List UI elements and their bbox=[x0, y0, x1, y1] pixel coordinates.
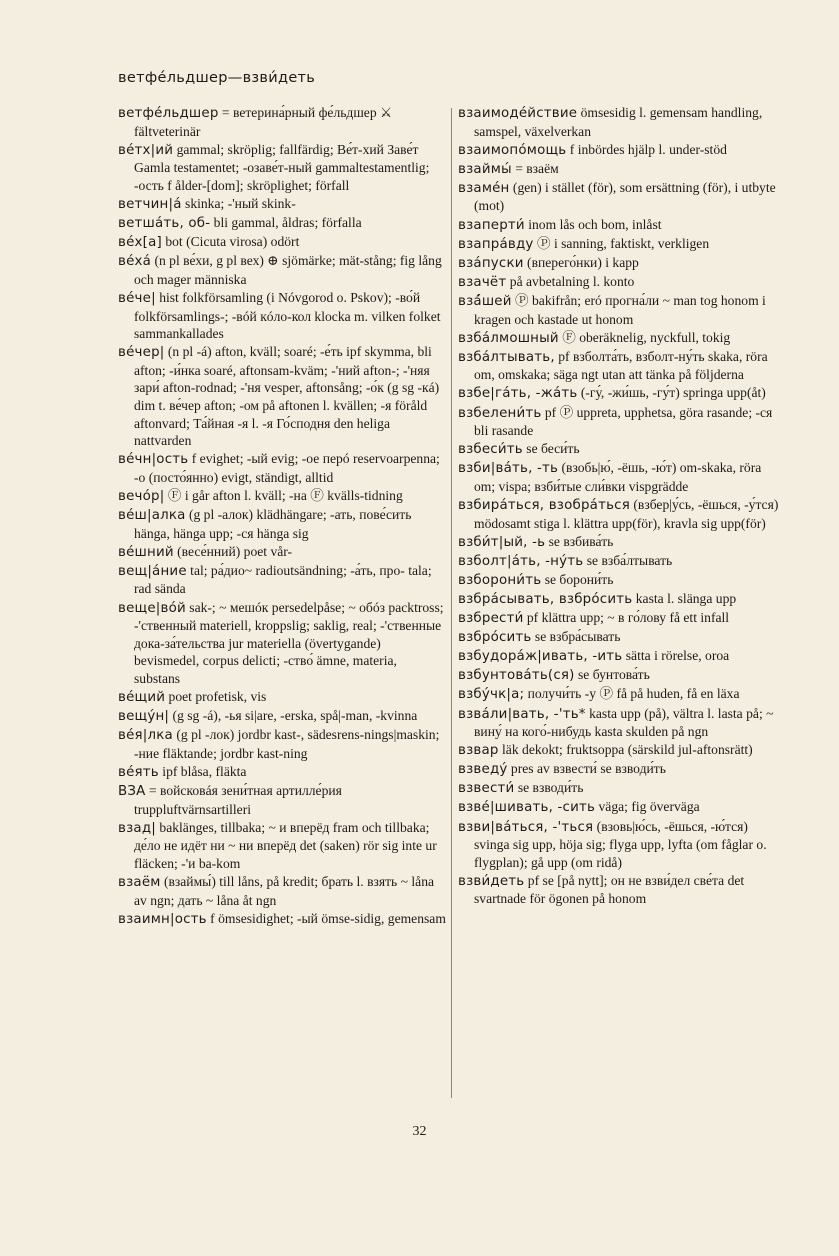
dictionary-entry bbox=[458, 872, 780, 908]
running-head: ветфе́льдшер—взви́деть bbox=[118, 70, 316, 86]
dictionary-entry bbox=[458, 571, 780, 590]
entry-headword: взапра́вду bbox=[458, 236, 534, 252]
entry-definition: se взбива́ть bbox=[545, 533, 614, 549]
entry-headword: взба́лтывать, bbox=[458, 349, 555, 365]
dictionary-entry bbox=[118, 141, 446, 195]
dictionary-entry bbox=[458, 254, 780, 273]
entry-definition: pf взболта́ть, взболт-ну́ть skaka, röra om, omskaka; säga ngt utan att tänka på följderna bbox=[474, 348, 768, 383]
entry-definition: sätta i rörelse, oroa bbox=[622, 648, 730, 664]
dictionary-entry bbox=[118, 506, 446, 542]
dictionary-entry bbox=[118, 450, 446, 486]
entry-headword: взбеси́ть bbox=[458, 442, 523, 458]
dictionary-entry bbox=[458, 496, 780, 532]
dictionary-entry bbox=[118, 104, 446, 140]
entry-headword: ве́х[а] bbox=[118, 235, 162, 251]
dictionary-entry bbox=[118, 343, 446, 450]
dictionary-entry bbox=[458, 685, 780, 704]
entry-headword: взбра́сывать, взбро́сить bbox=[458, 591, 633, 607]
entry-definition: (n pl -á) afton, kväll; soaré; -е́ть ipf skymma, bli afton; -и́нка soaré, aftonsam-kväm; -'ний afton-; -'няя зари́ afton-rodnad; -'ня vesper, aftonsång; -о́к (g sg -кá) dim t. ве́чер afton; -ом på aftonen l. kvällen; -я föråld aftonvard; Та́йная -я l. -я Го́сподня den heliga nattvarden bbox=[134, 344, 440, 449]
entry-definition: se бунтова́ть bbox=[574, 667, 650, 683]
entry-definition: получи́ть -у Ⓟ få på huden, få en läxa bbox=[524, 686, 740, 702]
entry-headword: взбудора́ж|ивать, -ить bbox=[458, 649, 623, 665]
right-column bbox=[458, 104, 780, 909]
dictionary-entry bbox=[118, 562, 446, 598]
dictionary-entry bbox=[118, 214, 446, 233]
entry-headword: взбе|га́ть, -жа́ть bbox=[458, 386, 578, 402]
dictionary-entry bbox=[118, 233, 446, 252]
dictionary-entry bbox=[118, 763, 446, 782]
entry-definition: kasta l. slänga upp bbox=[632, 590, 737, 606]
page-number: 32 bbox=[412, 1124, 427, 1139]
dictionary-entry bbox=[458, 292, 780, 328]
dictionary-entry bbox=[458, 141, 780, 160]
dictionary-entry bbox=[458, 384, 780, 403]
entry-definition: = ветерина́рный фе́льдшер ⚔ fältveterinär bbox=[134, 105, 393, 139]
entry-definition: f evighet; -ый evig; -ое перó reservoarpenna; -о (посто́янно) evigt, ständigt, alltid bbox=[134, 451, 440, 485]
dictionary-entry bbox=[458, 440, 780, 459]
entry-headword: взад| bbox=[118, 820, 156, 836]
dictionary-entry bbox=[118, 195, 446, 214]
dictionary-entry bbox=[118, 543, 446, 562]
entry-headword: взба́лмошный bbox=[458, 330, 559, 346]
entry-headword: ветчин|á bbox=[118, 196, 182, 212]
entry-definition: (взбер|у́сь, -ёшься, -у́тся) mödosamt stiga l. klättra upp(för), kravla sig upp(för) bbox=[474, 496, 779, 531]
entry-headword: взведу́ bbox=[458, 762, 508, 778]
entry-definition: sak-; ~ мешóк persedelpåse; ~ обóз packtross; -'ственный materiell, kroppslig; saklig, real; -'ственные дока-за́тельства jur materiella (övertygande) bevismedel, corpus delicti; -ство́ ämne, materia, substans bbox=[134, 599, 444, 686]
entry-definition: pf Ⓟ uppreta, upphetsa, göra rasande; -ся bli rasande bbox=[474, 404, 773, 439]
entry-definition: f ömsesidighet; -ый ömse-sidig, gemensam bbox=[206, 910, 446, 926]
dictionary-entry bbox=[458, 609, 780, 628]
dictionary-entry bbox=[118, 289, 446, 343]
dictionary-entry bbox=[458, 741, 780, 760]
dictionary-entry bbox=[458, 216, 780, 235]
dictionary-entry bbox=[118, 707, 446, 726]
dictionary-entry bbox=[458, 779, 780, 798]
entry-headword: вещу́н| bbox=[118, 709, 170, 725]
entry-headword: взви|ва́ться, -'ться bbox=[458, 819, 594, 835]
entry-definition: (взобь|ю́, -ёшь, -ю́т) om-skaka, röra om; vispa; взби́тые сли́вки vispgrädde bbox=[474, 460, 762, 494]
entry-headword: взборони́ть bbox=[458, 572, 542, 588]
entry-headword: вечо́р| bbox=[118, 488, 165, 504]
entry-headword: ветша́ть, об- bbox=[118, 216, 211, 232]
left-column bbox=[118, 104, 446, 929]
entry-definition: (вперего́нки) i kapp bbox=[523, 254, 639, 270]
entry-definition: f inbördes hjälp l. under-stöd bbox=[566, 141, 727, 157]
entry-headword: вещ|а́ние bbox=[118, 563, 187, 579]
dictionary-entry bbox=[458, 705, 780, 741]
entry-definition: (g pl -лок) jordbr kast-, sädesrens-nings|maskin; -ние fläktande; jordbr kast-ning bbox=[134, 727, 440, 761]
entry-definition: (g pl -алок) klädhängare; -ать, пове́сить hänga, hänga upp; -ся hänga sig bbox=[134, 507, 412, 541]
entry-headword: ве́ш|алка bbox=[118, 508, 186, 524]
entry-headword: ВЗА bbox=[118, 783, 146, 799]
dictionary-entry bbox=[458, 104, 780, 140]
dictionary-entry bbox=[458, 459, 780, 495]
entry-definition: se беси́ть bbox=[522, 441, 580, 457]
entry-headword: взá́шей bbox=[458, 293, 512, 309]
dictionary-entry bbox=[118, 910, 446, 929]
dictionary-entry bbox=[118, 782, 446, 818]
dictionary-entry bbox=[458, 818, 780, 872]
dictionary-entry bbox=[118, 726, 446, 762]
entry-headword: взаём bbox=[118, 874, 161, 890]
entry-definition: se борони́ть bbox=[541, 571, 614, 587]
dictionary-entry bbox=[118, 688, 446, 707]
entry-definition: (n pl ве́хи, g pl вех) ⊕ sjömärke; mät-stång; fig lång och mager människa bbox=[134, 253, 442, 287]
dictionary-entry bbox=[118, 819, 446, 873]
entry-headword: ветфе́льдшер bbox=[118, 106, 219, 121]
dictionary-entry bbox=[458, 760, 780, 779]
entry-definition: pf klättra upp; ~ в го́лову få ett infall bbox=[523, 610, 730, 626]
entry-definition: ipf blåsa, fläkta bbox=[158, 763, 247, 779]
dictionary-entry bbox=[458, 179, 780, 215]
dictionary-entry bbox=[458, 533, 780, 552]
entry-definition: = войсковáя зени́тная артилле́рия truppluftvärnsartilleri bbox=[134, 782, 342, 817]
entry-definition: hist folkförsamling (i Nóvgorod o. Pskov); -во́й folkförsamlings-; -вóй кóло-кол klocka m. vilken folket sammankallades bbox=[134, 289, 441, 342]
entry-definition: Ⓟ i sanning, faktiskt, verkligen bbox=[533, 235, 710, 251]
entry-definition: ömsesidig l. gemensam handling, samspel, växelverkan bbox=[474, 105, 763, 139]
entry-headword: взбу́чк|а; bbox=[458, 687, 525, 703]
entry-headword: ве́ять bbox=[118, 764, 159, 780]
entry-definition: (g sg -á), -ья si|are, -erska, spå|-man, -kvinna bbox=[169, 708, 418, 724]
entry-definition: poet profetisk, vis bbox=[165, 689, 267, 704]
entry-definition: (-гу́, -жи́шь, -гу́т) springa upp(åt) bbox=[577, 385, 766, 401]
entry-definition: se взводи́ть bbox=[514, 780, 584, 796]
dictionary-entry bbox=[458, 552, 780, 571]
entry-headword: взви́деть bbox=[458, 873, 525, 889]
entry-headword: взаймы́ bbox=[458, 161, 512, 177]
entry-headword: ве́чн|ость bbox=[118, 452, 189, 468]
entry-headword: взби́т|ый, -ь bbox=[458, 534, 546, 550]
dictionary-entry bbox=[458, 329, 780, 348]
column-divider bbox=[451, 108, 452, 1098]
dictionary-entry bbox=[118, 599, 446, 688]
entry-headword: ве́шний bbox=[118, 544, 174, 560]
entry-headword: веще|во́й bbox=[118, 600, 186, 616]
entry-headword: взби|ва́ть, -ть bbox=[458, 461, 559, 477]
dictionary-entry bbox=[458, 647, 780, 666]
entry-headword: ве́я|лка bbox=[118, 728, 173, 744]
dictionary-entry bbox=[118, 252, 446, 288]
entry-definition: kasta upp (på), vältra l. lasta på; ~ вину́ на кого́-нибудь kasta skulden på ngn bbox=[474, 705, 774, 740]
dictionary-entry bbox=[458, 160, 780, 179]
dictionary-entry bbox=[458, 273, 780, 292]
entry-definition: läk dekokt; fruktsoppa (särskild jul-aftonsrätt) bbox=[498, 742, 753, 758]
entry-definition: inom lås och bom, inlåst bbox=[524, 216, 662, 232]
entry-headword: взаме́н bbox=[458, 180, 510, 196]
entry-definition: gammal; skröplig; fallfärdig; Ве́т-хий Заве́т Gamla testamentet; -озаве́т-ный gammaltestamentlig; -ость f ålder-[dom]; skröplighet; förfall bbox=[134, 141, 430, 193]
entry-headword: взаимопо́мощь bbox=[458, 142, 567, 158]
entry-headword: взбрести́ bbox=[458, 611, 524, 627]
entry-headword: вза́пуски bbox=[458, 255, 524, 271]
dictionary-entry bbox=[118, 487, 446, 506]
entry-headword: взаимн|ость bbox=[118, 911, 207, 927]
dictionary-entry bbox=[458, 798, 780, 817]
entry-definition: väga; fig överväga bbox=[595, 799, 700, 815]
entry-definition: (взовь|ю́сь, -ёшься, -ю́тся) svinga sig upp, höja sig; flyga upp, lyfta (om fåglar o. flygplan); gå upp (om ridå) bbox=[474, 818, 767, 870]
entry-headword: ве́че| bbox=[118, 290, 156, 306]
entry-headword: взачёт bbox=[458, 274, 507, 290]
entry-headword: взвар bbox=[458, 743, 499, 759]
entry-definition: se взба́лтывать bbox=[583, 552, 673, 568]
entry-definition: (взаймы́) till låns, på kredit; брать l. взять ~ låna av ngn; дать ~ låna åt ngn bbox=[134, 873, 435, 908]
entry-definition: skinka; -'ный skink- bbox=[181, 195, 296, 211]
dictionary-entry bbox=[458, 404, 780, 440]
dictionary-entry bbox=[458, 628, 780, 647]
dictionary-entry bbox=[458, 235, 780, 254]
entry-definition: = взаём bbox=[511, 160, 559, 176]
dictionary-entry bbox=[458, 348, 780, 384]
entry-headword: ве́чер| bbox=[118, 345, 165, 361]
entry-definition: bli gammal, åldras; förfalla bbox=[210, 215, 362, 231]
entry-headword: взбира́ться, взобра́ться bbox=[458, 497, 630, 513]
dictionary-entry bbox=[458, 590, 780, 609]
entry-headword: взва́ли|вать, -'ть* bbox=[458, 706, 586, 722]
entry-definition: Ⓕ i går afton l. kväll; -на Ⓕ kvälls-tidning bbox=[164, 487, 403, 503]
entry-headword: взбро́сить bbox=[458, 630, 532, 646]
entry-definition: Ⓕ oberäknelig, nyckfull, tokig bbox=[558, 329, 731, 345]
entry-headword: ве́тх|ий bbox=[118, 142, 174, 158]
entry-definition: (gen) i stället (för), som ersättning (för), i utbyte (mot) bbox=[474, 179, 776, 214]
entry-definition: bot (Cicuta virosa) odört bbox=[161, 234, 300, 250]
entry-headword: взбелени́ть bbox=[458, 405, 542, 421]
entry-headword: ве́ха́ bbox=[118, 254, 152, 270]
entry-definition: pf se [på nytt]; он не взви́дел све́та det svartnade för ögonen på honom bbox=[474, 872, 745, 907]
entry-definition: tal; ра́дио~ radioutsändning; -а́ть, про- tala; rad sända bbox=[134, 562, 432, 597]
dictionary-entry bbox=[118, 873, 446, 909]
entry-headword: взвести́ bbox=[458, 781, 515, 797]
entry-definition: på avbetalning l. konto bbox=[506, 273, 635, 289]
dictionary-entry bbox=[458, 666, 780, 685]
entry-headword: взболт|а́ть, -ну́ть bbox=[458, 553, 584, 569]
entry-headword: взбунтова́ть(ся) bbox=[458, 668, 575, 684]
entry-headword: взаперти́ bbox=[458, 217, 525, 233]
entry-headword: взаимоде́йствие bbox=[458, 106, 578, 121]
entry-definition: baklänges, tillbaka; ~ и вперёд fram och tillbaka; де́ло не идёт ни ~ ни вперёд det (saken) rör sig inte ur fläcken; -'и ba-kom bbox=[134, 819, 437, 871]
entry-headword: ве́щий bbox=[118, 690, 166, 705]
entry-definition: Ⓟ bakifrån; eró прогна́ли ~ man tog honom i kragen och kastade ut honom bbox=[474, 292, 766, 327]
entry-definition: pres av взвести́ se взводи́ть bbox=[507, 761, 666, 777]
entry-headword: взве́|шивать, -сить bbox=[458, 800, 596, 816]
entry-definition: se взбра́сывать bbox=[531, 629, 621, 645]
entry-definition: (весе́нний) poet vår- bbox=[173, 543, 293, 559]
